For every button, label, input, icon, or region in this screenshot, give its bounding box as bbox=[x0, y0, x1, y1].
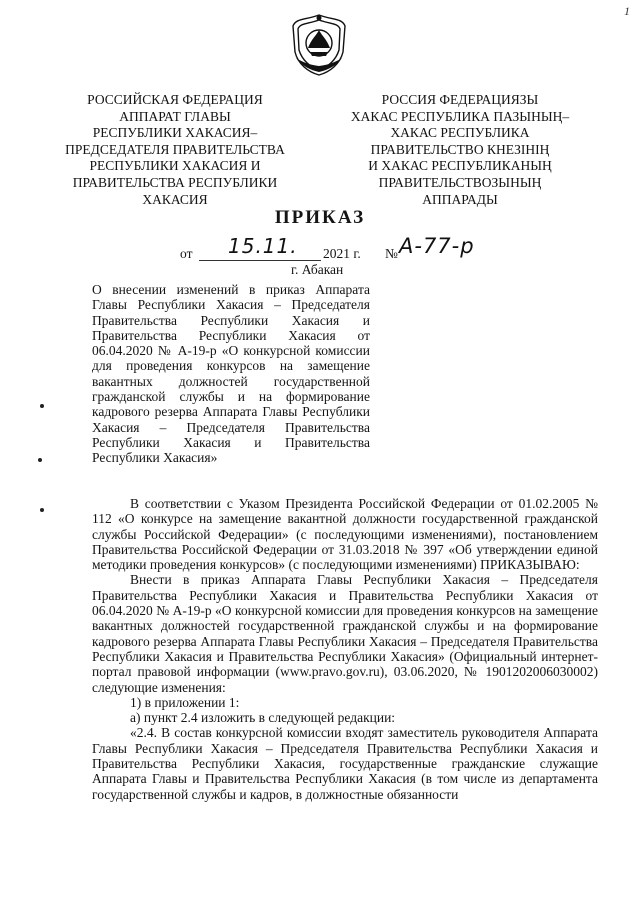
header-left-line: РЕСПУБЛИКИ ХАКАСИЯ– bbox=[92, 125, 258, 141]
header-right-line: ХАКАС РЕСПУБЛИКА ПАЗЫНЫҢ– bbox=[350, 108, 570, 124]
coat-of-arms-emblem bbox=[286, 12, 352, 78]
body-paragraph: Внести в приказ Аппарата Главы Республики Хакасия – Председателя Правительства Республики Хакасия и Правительства Республики Хакасия от 06.04.2020 № А-19-р «О конкурсной комиссии для проведения конкурсов на замещение вакантных должностей государственной гражданской службы и на формирование кадрового резерва Аппарата Главы Республики Хакасия – Председателя Правительства Республики Хакасия и Правительства Республики Хакасия» (Официальный интернет-портал правовой информации (www.pravo.gov.ru), 03.06.2020, № 1901202006030002) следующие изменения: bbox=[92, 572, 598, 695]
body-paragraph: В соответствии с Указом Президента Российской Федерации от 01.02.2005 № 112 «О конкурсе на замещение вакантной должности государственной гражданской службы Российской Федерации» (с последующими изменениями), постановлением Правительства Российской Федерации от 31.03.2018 № 397 «Об утверждении единой методики проведения конкурсов» (с последующими изменениями) ПРИКАЗЫВАЮ: bbox=[92, 496, 598, 573]
header-right-line: ПРАВИТЕЛЬСТВО КНЕЗIНIҢ bbox=[370, 141, 550, 157]
header-left-line: ПРАВИТЕЛЬСТВА РЕСПУБЛИКИ bbox=[72, 174, 278, 190]
handwritten-date: 15.11. bbox=[228, 234, 298, 258]
margin-mark bbox=[40, 404, 44, 408]
header-right-line: ХАКАС РЕСПУБЛИКА bbox=[390, 125, 530, 141]
date-number-line bbox=[0, 234, 640, 280]
date-underline bbox=[199, 260, 321, 261]
order-subject: О внесении изменений в приказ Аппарата Главы Республики Хакасия – Председателя Правительства Республики Хакасия и Правительства Республики Хакасия от 06.04.2020 № А-19-р «О конкурсной комиссии для проведения конкурсов на замещение вакантных должностей государственной гражданской службы и на формирование кадрового резерва Аппарата Главы Республики Хакасия – Председателя Правительства Республики Хакасия и Правительства Республики Хакасия» bbox=[92, 282, 370, 466]
margin-mark bbox=[40, 508, 44, 512]
header-left-line: АППАРАТ ГЛАВЫ bbox=[119, 108, 231, 124]
year-label: 2021 г. bbox=[323, 246, 361, 261]
header-left-line: РОССИЙСКАЯ ФЕДЕРАЦИЯ bbox=[87, 92, 263, 107]
header-left-line: РЕСПУБЛИКИ ХАКАСИЯ И bbox=[89, 158, 261, 174]
corner-mark: 1 bbox=[624, 4, 630, 18]
order-body bbox=[92, 496, 598, 802]
header-left-line: ПРЕДСЕДАТЕЛЯ ПРАВИТЕЛЬСТВА bbox=[65, 141, 285, 157]
document-title: ПРИКАЗ bbox=[274, 207, 366, 228]
body-paragraph: а) пункт 2.4 изложить в следующей редакции: bbox=[130, 710, 396, 726]
header-left-line: ХАКАСИЯ bbox=[142, 191, 208, 207]
header-right-line: ПРАВИТЕЛЬСТВОЗЫНЫҢ bbox=[378, 174, 542, 190]
number-prefix: № bbox=[385, 246, 398, 261]
city-label: г. Абакан bbox=[291, 262, 344, 277]
handwritten-number: А-77-р bbox=[399, 234, 475, 258]
body-paragraph: «2.4. В состав конкурсной комиссии входят заместитель руководителя Аппарата Главы Республики Хакасия – Председателя Правительства Республики Хакасия и Правительства Республики Хакасия, государственные гражданские служащие Аппарата Главы и Правительства Республики Хакасия (в том числе из департамента государственной службы и кадров, в должностные обязанности bbox=[92, 725, 598, 802]
margin-mark bbox=[38, 458, 42, 462]
body-paragraph: 1) в приложении 1: bbox=[130, 694, 240, 710]
header-right-line: И ХАКАС РЕСПУБЛИКАНЫҢ bbox=[368, 158, 552, 174]
date-prefix: от bbox=[180, 246, 193, 261]
header-right-line: РОССИЯ ФЕДЕРАЦИЯЗЫ bbox=[381, 92, 539, 107]
header-right-block bbox=[340, 92, 580, 208]
header-left-block bbox=[60, 92, 290, 208]
header-right-line: АППАРАДЫ bbox=[422, 191, 498, 207]
